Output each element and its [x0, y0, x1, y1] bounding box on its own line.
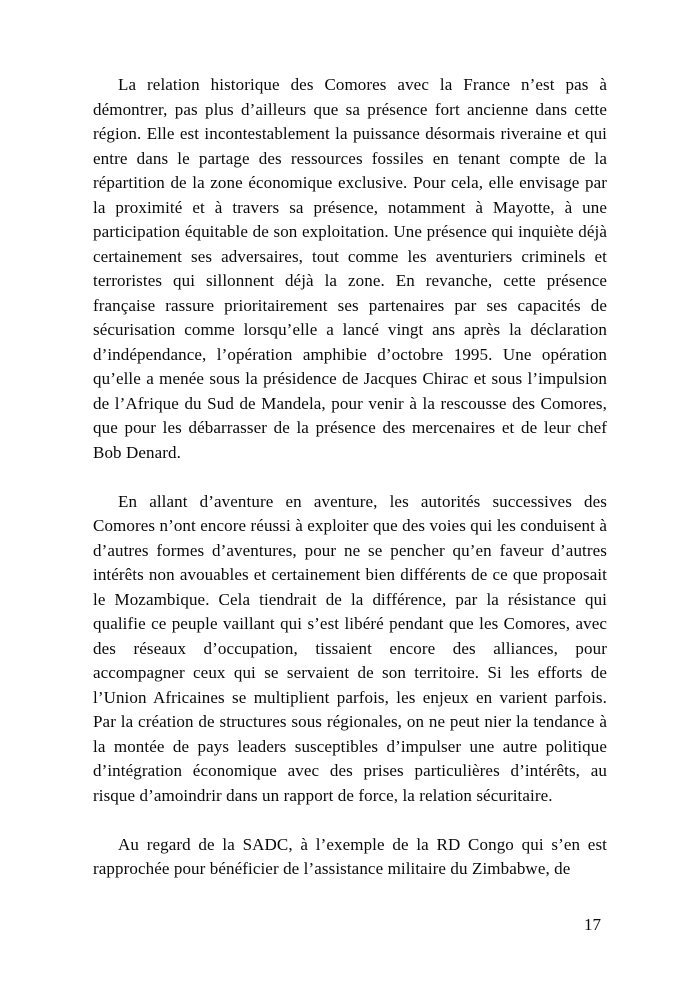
paragraph: La relation historique des Comores avec la France n’est pas à démontrer, pas plus d’ailleurs que sa présence fort ancienne dans cette région. Elle est incontestablement la puissance désormais riveraine et qui entre dans le partage des ressources fossiles en tenant compte de la répartition de la zone économique exclusive. Pour cela, elle envisage par la proximité et à travers sa présence, notamment à Mayotte, à une participation équitable de son exploitation. Une présence qui inquiète déjà certainement ses adversaires, tout comme les aventuriers criminels et terroristes qui sillonnent déjà la zone. En revanche, cette présence française rassure prioritairement ses partenaires par ses capacités de sécurisation comme lorsqu’elle a lancé vingt ans après la déclaration d’indépendance, l’opération amphibie d’octobre 1995. Une opération qu’elle a menée sous la présidence de Jacques Chirac et sous l’impulsion de l’Afrique du Sud de Mandela, pour venir à la rescousse des Comores, que pour les débarrasser de la présence des mercenaires et de leur chef Bob Denard. [93, 75, 607, 462]
page-body-text [93, 73, 607, 906]
page-number: 17 [584, 915, 601, 934]
paragraph: Au regard de la SADC, à l’exemple de la RD Congo qui s’en est rapprochée pour bénéficier de l’assistance militaire du Zimbabwe, de [93, 834, 607, 878]
paragraph: En allant d’aventure en aventure, les autorités successives des Comores n’ont encore réussi à exploiter que des voies qui les conduisent à d’autres formes d’aventures, pour ne se pencher qu’en faveur d’autres intérêts non avouables et certainement bien différents de ce que proposait le Mozambique. Cela tiendrait de la différence, par la résistance qui qualifie ce peuple vaillant qui s’est libéré pendant que les Comores, avec des réseaux d’occupation, tissaient encore des alliances, pour accompagner ceux qui se servaient de son territoire. Si les efforts de l’Union Africaines se multiplient parfois, les enjeux en varient parfois. Par la création de structures sous régionales, on ne peut nier la tendance à la montée de pays leaders susceptibles d’impulser une autre politique d’intégration économique avec des prises particulières d’intérêts, au risque d’amoindrir dans un rapport de force, la relation sécuritaire. [93, 491, 607, 805]
